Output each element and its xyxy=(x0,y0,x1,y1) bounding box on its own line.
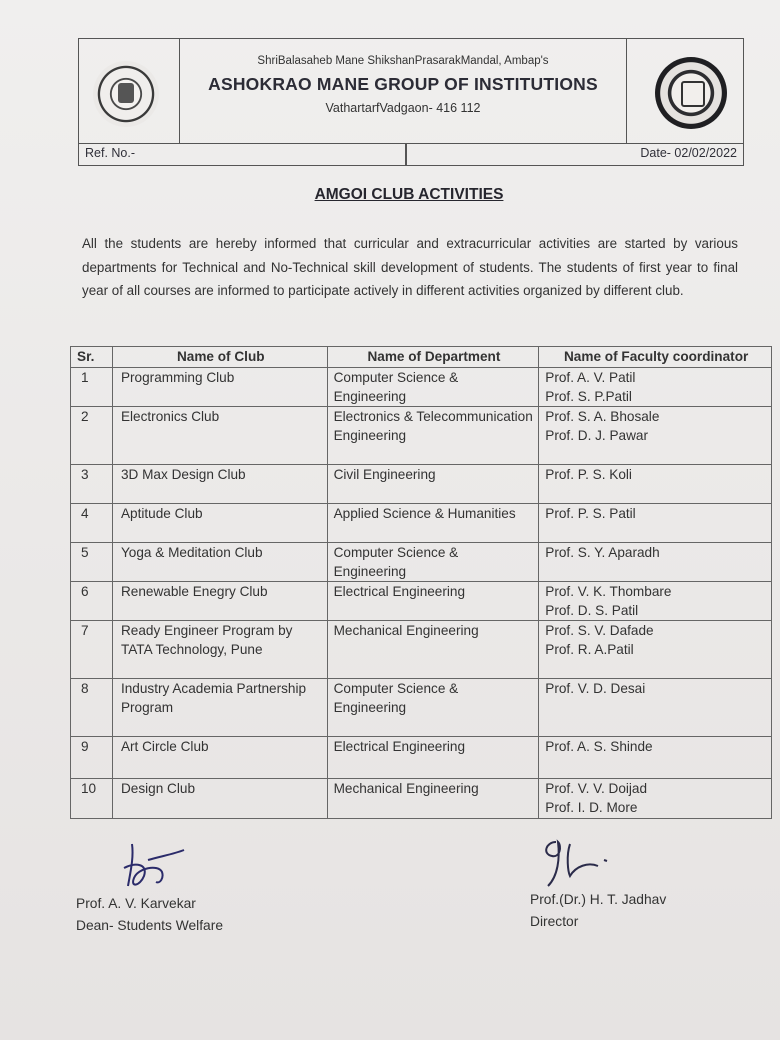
department-cell: Computer Science & Engineering xyxy=(327,543,539,582)
department-cell: Computer Science & Engineering xyxy=(327,679,539,737)
header-sr: Sr. xyxy=(71,347,113,368)
director-name: Prof.(Dr.) H. T. Jadhav xyxy=(530,892,667,907)
department-cell: Electrical Engineering xyxy=(327,737,539,779)
faculty-name: Prof. P. S. Koli xyxy=(545,467,632,482)
institution-name: ASHOKRAO MANE GROUP OF INSTITUTIONS xyxy=(208,74,598,94)
faculty-cell xyxy=(539,582,772,621)
sr-number-cell: 7 xyxy=(71,621,113,679)
club-name-cell: Programming Club xyxy=(112,368,327,407)
faculty-name: Prof. A. S. Shinde xyxy=(545,739,653,754)
faculty-cell xyxy=(539,621,772,679)
letterhead-subtitle: ShriBalasaheb Mane ShikshanPrasarakMandal, Ambap's xyxy=(257,55,549,67)
director-signature-icon xyxy=(538,836,618,890)
table-row xyxy=(71,582,772,621)
faculty-name: Prof. V. D. Desai xyxy=(545,681,646,696)
letterhead-top-row xyxy=(79,39,743,144)
table-header-row xyxy=(71,347,772,368)
document-date: Date- 02/02/2022 xyxy=(640,146,737,160)
club-name-cell: Electronics Club xyxy=(112,407,327,465)
header-faculty: Name of Faculty coordinator xyxy=(539,347,772,368)
faculty-cell xyxy=(539,737,772,779)
left-logo-cell xyxy=(79,39,180,143)
header-department: Name of Department xyxy=(327,347,539,368)
sr-number-cell: 4 xyxy=(71,504,113,543)
table-row xyxy=(71,407,772,465)
faculty-cell xyxy=(539,543,772,582)
faculty-name: Prof. D. S. Patil xyxy=(545,603,639,618)
department-cell: Computer Science & Engineering xyxy=(327,368,539,407)
table-row xyxy=(71,368,772,407)
club-name-cell: 3D Max Design Club xyxy=(112,465,327,504)
dean-signature-icon xyxy=(118,838,188,894)
institution-address: VathartarfVadgaon- 416 112 xyxy=(325,101,481,115)
letterhead xyxy=(78,38,744,166)
dean-signature-block xyxy=(76,893,223,937)
faculty-cell xyxy=(539,504,772,543)
sr-number-cell: 3 xyxy=(71,465,113,504)
header-club: Name of Club xyxy=(112,347,327,368)
department-cell: Civil Engineering xyxy=(327,465,539,504)
director-designation: Director xyxy=(530,914,579,929)
club-name-cell: Art Circle Club xyxy=(112,737,327,779)
faculty-name: Prof. S. A. Bhosale xyxy=(545,409,660,424)
club-name-cell: Ready Engineer Program by TATA Technology, Pune xyxy=(112,621,327,679)
table-row xyxy=(71,465,772,504)
ref-date-divider xyxy=(405,143,407,165)
department-cell: Electrical Engineering xyxy=(327,582,539,621)
department-cell: Electronics & Telecommunication Engineering xyxy=(327,407,539,465)
faculty-name: Prof. D. J. Pawar xyxy=(545,428,649,443)
club-name-cell: Design Club xyxy=(112,779,327,819)
sr-number-cell: 8 xyxy=(71,679,113,737)
sr-number-cell: 10 xyxy=(71,779,113,819)
table-row xyxy=(71,737,772,779)
club-name-cell: Industry Academia Partnership Program xyxy=(112,679,327,737)
sr-number-cell: 5 xyxy=(71,543,113,582)
club-name-cell: Yoga & Meditation Club xyxy=(112,543,327,582)
institution-seal-icon xyxy=(93,61,159,127)
notice-intro-paragraph: All the students are hereby informed that curricular and extracurricular activities are started by various departments for Technical and No-Technical skill development of students. The students of first year to final year of all courses are informed to participate actively in different activities organized by different club. xyxy=(82,236,738,298)
letterhead-text xyxy=(179,39,627,143)
faculty-cell xyxy=(539,407,772,465)
table-row xyxy=(71,543,772,582)
department-cell: Mechanical Engineering xyxy=(327,779,539,819)
faculty-cell xyxy=(539,679,772,737)
ref-date-row xyxy=(79,143,743,165)
table-row xyxy=(71,679,772,737)
table-row xyxy=(71,621,772,679)
notice-heading: AMGOI CLUB ACTIVITIES xyxy=(314,186,504,203)
club-name-cell: Aptitude Club xyxy=(112,504,327,543)
sr-number-cell: 1 xyxy=(71,368,113,407)
faculty-cell xyxy=(539,465,772,504)
institution-emblem-icon xyxy=(655,57,727,129)
faculty-cell xyxy=(539,779,772,819)
club-name-cell: Renewable Enegry Club xyxy=(112,582,327,621)
table-row xyxy=(71,504,772,543)
director-signature-block xyxy=(530,889,666,933)
faculty-cell xyxy=(539,368,772,407)
faculty-name: Prof. S. V. Dafade xyxy=(545,623,654,638)
faculty-name: Prof. R. A.Patil xyxy=(545,642,634,657)
faculty-name: Prof. V. V. Doijad xyxy=(545,781,648,796)
department-cell: Mechanical Engineering xyxy=(327,621,539,679)
faculty-name: Prof. V. K. Thombare xyxy=(545,584,672,599)
faculty-name: Prof. P. S. Patil xyxy=(545,506,636,521)
right-logo-cell xyxy=(626,39,743,143)
sr-number-cell: 9 xyxy=(71,737,113,779)
dean-name: Prof. A. V. Karvekar xyxy=(76,896,196,911)
ref-number-label: Ref. No.- xyxy=(85,146,136,160)
faculty-name: Prof. A. V. Patil xyxy=(545,370,636,385)
department-cell: Applied Science & Humanities xyxy=(327,504,539,543)
faculty-name: Prof. S. P.Patil xyxy=(545,389,632,404)
sr-number-cell: 6 xyxy=(71,582,113,621)
dean-designation: Dean- Students Welfare xyxy=(76,918,223,933)
faculty-name: Prof. S. Y. Aparadh xyxy=(545,545,660,560)
table-row xyxy=(71,779,772,819)
faculty-name: Prof. I. D. More xyxy=(545,800,638,815)
sr-number-cell: 2 xyxy=(71,407,113,465)
club-activities-table xyxy=(70,346,772,819)
